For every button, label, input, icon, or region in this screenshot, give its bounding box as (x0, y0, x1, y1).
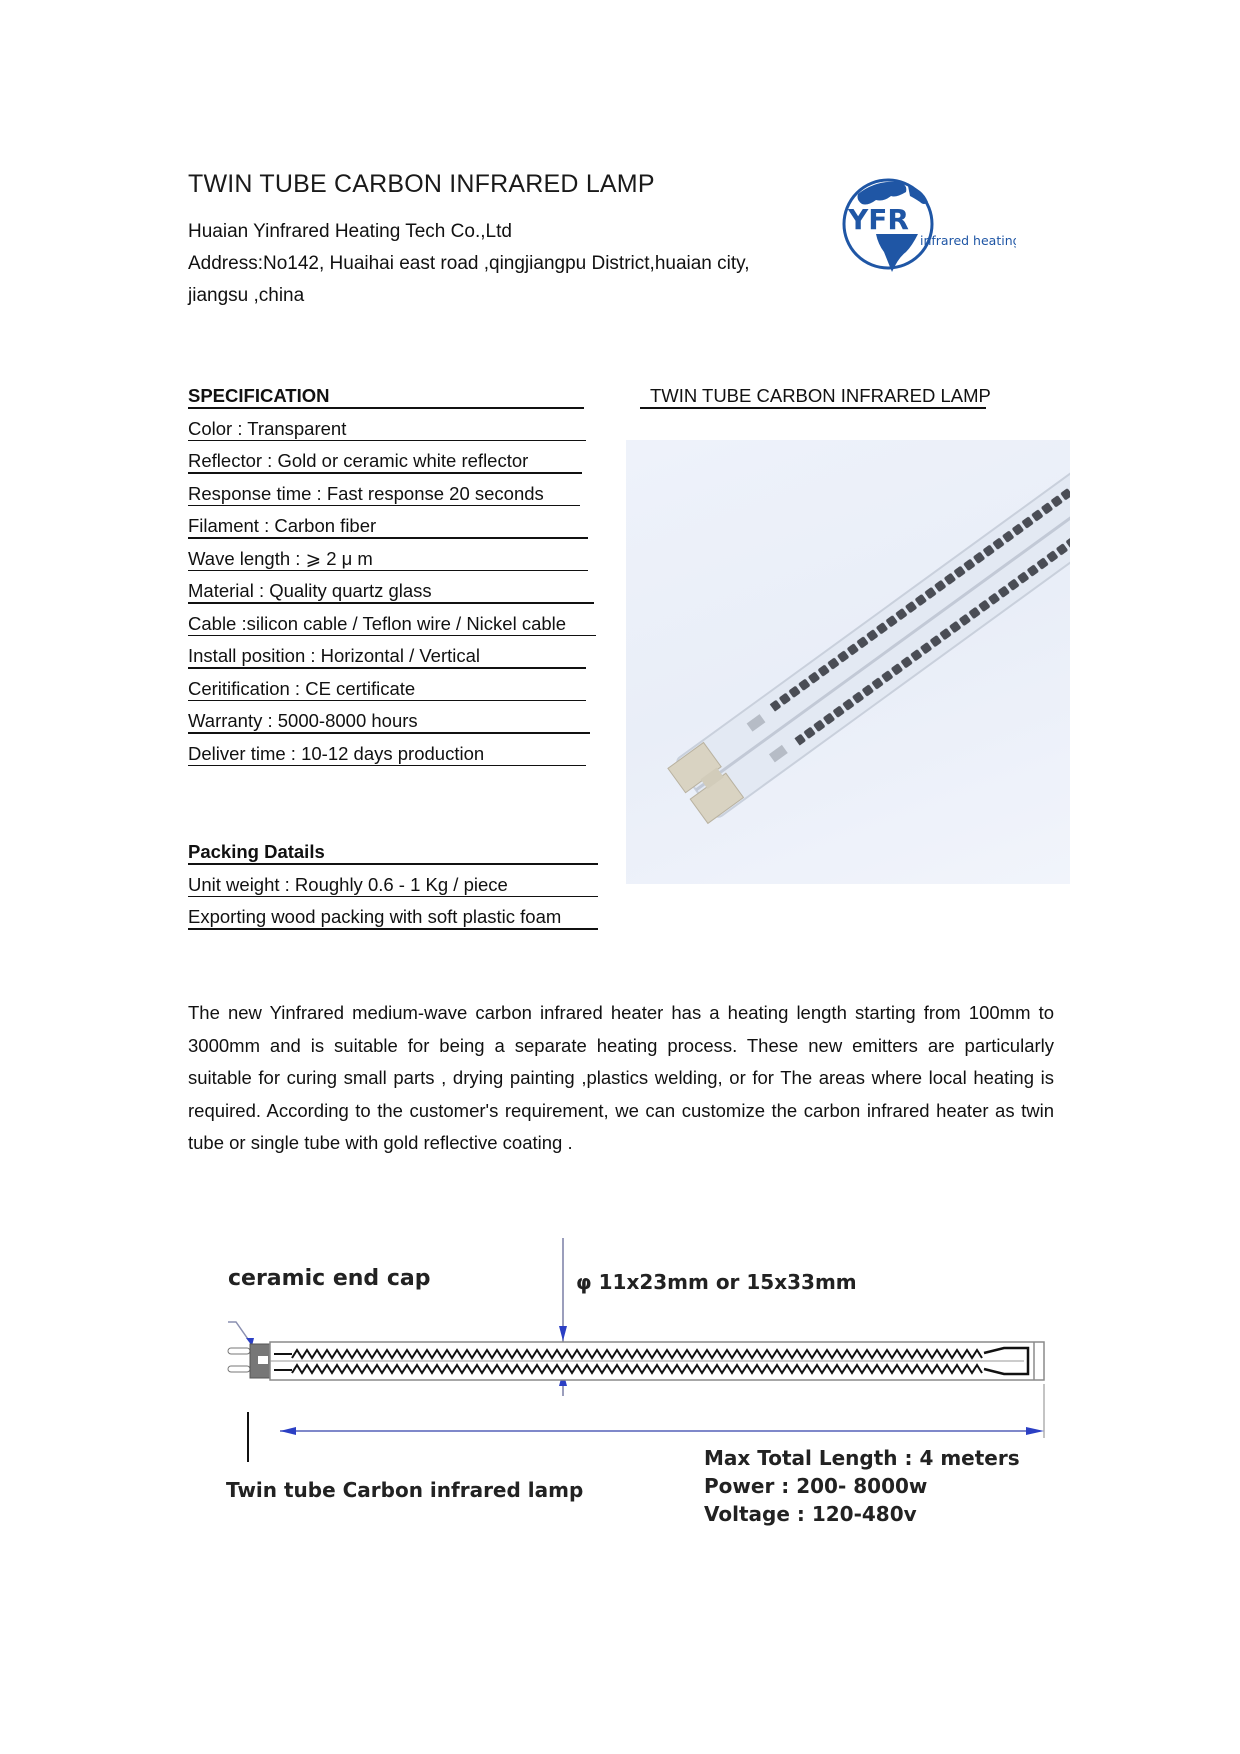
spec-item: Warranty : 5000-8000 hours (188, 707, 604, 740)
company-name: Huaian Yinfrared Heating Tech Co.,Ltd (188, 221, 512, 242)
underline (188, 407, 584, 409)
underline (640, 407, 986, 409)
specification-heading: SPECIFICATION (188, 382, 604, 415)
spec-item: Color : Transparent (188, 415, 604, 448)
specification-list (188, 382, 604, 772)
photo-caption: TWIN TUBE CARBON INFRARED LAMP (640, 385, 991, 406)
svg-text:YFR: YFR (848, 203, 909, 236)
spec-item: Ceritification : CE certificate (188, 675, 604, 708)
voltage-spec: Voltage : 120-480v (704, 1502, 917, 1526)
spec-item: Wave length : ⩾ 2 μ m (188, 545, 604, 578)
packing-heading: Packing Datails (188, 838, 604, 871)
document-title: TWIN TUBE CARBON INFRARED LAMP (188, 170, 655, 198)
spec-item: Response time : Fast response 20 seconds (188, 480, 604, 513)
lamp-dimension-diagram (188, 1226, 1058, 1556)
packing-details (188, 838, 604, 936)
globe-icon (836, 172, 1016, 282)
diameter-label: φ 11x23mm or 15x33mm (576, 1270, 857, 1294)
end-cap-label: ceramic end cap (228, 1266, 431, 1291)
company-logo (836, 172, 1016, 282)
spec-item: Filament : Carbon fiber (188, 512, 604, 545)
power-spec: Power : 200- 8000w (704, 1474, 928, 1498)
spec-item: Install position : Horizontal / Vertical (188, 642, 604, 675)
product-description: The new Yinfrared medium-wave carbon infrared heater has a heating length starting from 100mm to 3000mm and is suitable for being a separate heating process. These new emitters are particularly suitable for curing small parts , drying painting ,plastics welding, or for The areas where local heating is required. According to the customer's requirement, we can customize the carbon infrared heater as twin tube or single tube with gold reflective coating . (188, 1002, 1054, 1153)
svg-text:infrared heating: infrared heating (920, 233, 1016, 248)
spec-item: Reflector : Gold or ceramic white reflector (188, 447, 604, 480)
packing-item: Exporting wood packing with soft plastic foam (188, 903, 604, 936)
diagram-product-name: Twin tube Carbon infrared lamp (226, 1478, 584, 1502)
company-address-line1: Address:No142, Huaihai east road ,qingjiangpu District,huaian city, (188, 253, 750, 274)
twin-tube-lamp-photo (626, 440, 1070, 884)
spec-item: Cable :silicon cable / Teflon wire / Nickel cable (188, 610, 604, 643)
company-address-line2: jiangsu ,china (188, 285, 305, 306)
max-length-spec: Max Total Length : 4 meters (704, 1446, 1020, 1470)
packing-item: Unit weight : Roughly 0.6 - 1 Kg / piece (188, 871, 604, 904)
spec-item: Deliver time : 10-12 days production (188, 740, 604, 773)
spec-item: Material : Quality quartz glass (188, 577, 604, 610)
